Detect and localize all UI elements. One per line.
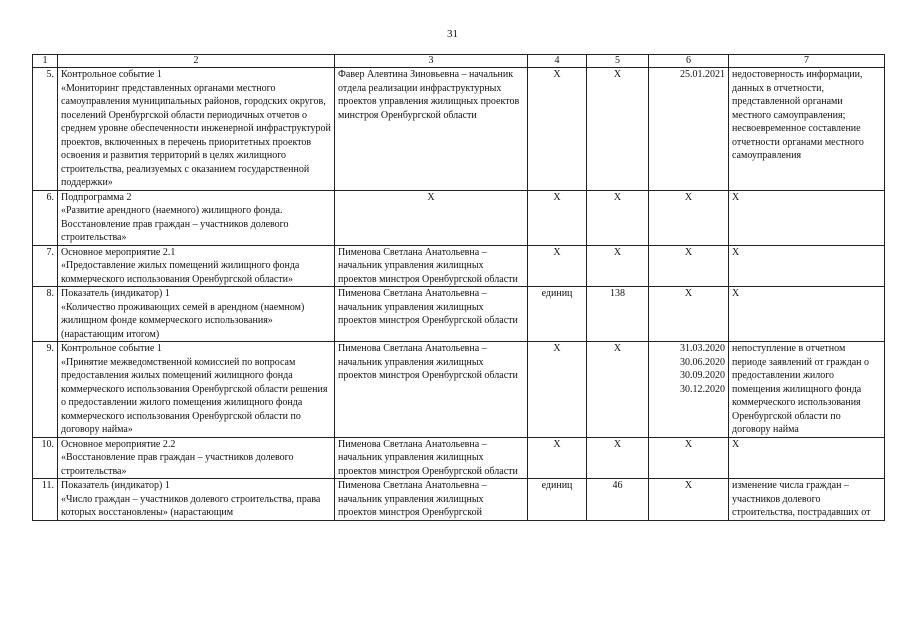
row-dates <box>649 245 729 287</box>
row-unit: единиц <box>528 287 587 342</box>
row-description: «Количество проживающих семей в арендном (наемном) жилищном фонде коммерческого использования» (нарастающим итогом) <box>61 301 305 340</box>
table-row <box>33 479 885 521</box>
row-unit: Х <box>528 342 587 438</box>
row-responsible: Х <box>335 190 528 245</box>
row-risk: Х <box>729 245 885 287</box>
row-dates <box>649 479 729 521</box>
row-risk: Х <box>729 437 885 479</box>
row-responsible: Пименова Светлана Анатольевна – начальник управления жилищных проектов минстроя Оренбургской <box>335 479 528 521</box>
row-risk: Х <box>729 190 885 245</box>
row-description: «Развитие арендного (наемного) жилищного фонда. Восстановление прав граждан – участников долевого строительства» <box>61 205 289 243</box>
row-value: Х <box>587 245 649 287</box>
row-date: Х <box>684 191 693 203</box>
row-unit: единиц <box>528 479 587 521</box>
row-risk: изменение числа граждан – участников долевого строительства, пострадавших от <box>729 479 885 521</box>
row-title: Основное мероприятие 2.1 <box>61 246 176 258</box>
column-header-3: 3 <box>335 55 528 68</box>
row-title: Контрольное событие 1 <box>61 343 162 354</box>
row-description: «Принятие межведомственной комиссией по вопросам предоставления жилых помещений жилищного фонда коммерческого использования Оренбургской области решения о предоставлении жилого помещения жилищного фонда коммерческого использования Оренбургской области по договору найма» <box>61 356 328 435</box>
row-description-cell <box>58 68 335 191</box>
row-number: 8. <box>33 287 58 342</box>
row-date: Х <box>684 480 693 491</box>
row-title: Основное мероприятие 2.2 <box>61 438 176 450</box>
row-value: 138 <box>587 287 649 342</box>
column-header-4: 4 <box>528 55 587 68</box>
column-header-2: 2 <box>58 55 335 68</box>
row-value: Х <box>587 342 649 438</box>
implementation-plan-table <box>32 54 885 521</box>
row-dates <box>649 190 729 245</box>
table-row <box>33 190 885 245</box>
row-description-cell <box>58 287 335 342</box>
column-header-7: 7 <box>729 55 885 68</box>
row-title: Показатель (индикатор) 1 <box>61 480 170 491</box>
row-number: 5. <box>33 68 58 191</box>
row-date: Х <box>684 246 693 258</box>
row-number: 9. <box>33 342 58 438</box>
table-header <box>33 55 885 68</box>
row-date: Х <box>684 288 693 299</box>
page-number: 31 <box>447 28 458 40</box>
row-dates <box>649 342 729 438</box>
row-number: 11. <box>33 479 58 521</box>
row-value: Х <box>587 190 649 245</box>
column-header-6: 6 <box>649 55 729 68</box>
row-responsible: Пименова Светлана Анатольевна – начальник управления жилищных проектов минстроя Оренбургской области <box>335 287 528 342</box>
column-numbers-row <box>33 55 885 68</box>
row-description-cell <box>58 342 335 438</box>
row-description: «Мониторинг представленных органами местного самоуправления муниципальных районов, городских округов, поселений Оренбургской области периодичных отчетов о среднем уровне обеспеченности инженерной инфраструктурой проектов, включенных в перечень приоритетных проектов освоения и развития территорий в целях жилищного строительства, реализуемых с оказанием государственной поддержки» <box>61 82 331 188</box>
row-title: Показатель (индикатор) 1 <box>61 288 170 299</box>
table-row <box>33 437 885 479</box>
row-responsible: Пименова Светлана Анатольевна – начальник управления жилищных проектов минстроя Оренбургской области <box>335 245 528 287</box>
table-row <box>33 68 885 191</box>
row-unit: Х <box>528 68 587 191</box>
row-description: «Число граждан – участников долевого строительства, права которых восстановлены» (нарастающим <box>61 493 321 518</box>
row-value: 46 <box>587 479 649 521</box>
table-row <box>33 245 885 287</box>
row-date: 30.12.2020 <box>680 383 725 395</box>
row-responsible: Фавер Алевтина Зиновьевна – начальник отдела реализации инфраструктурных проектов управления жилищных проектов минстроя Оренбургской области <box>335 68 528 191</box>
row-risk: Х <box>729 287 885 342</box>
row-risk: недостоверность информации, данных в отчетности, представленной органами местного самоуправления; несвоевременное составление отчетности органами местного самоуправления <box>729 68 885 191</box>
row-description: «Восстановление прав граждан – участников долевого строительства» <box>61 452 294 477</box>
row-number: 10. <box>33 437 58 479</box>
row-description-cell <box>58 437 335 479</box>
row-date: 25.01.2021 <box>680 69 725 80</box>
row-description-cell <box>58 245 335 287</box>
row-unit: Х <box>528 245 587 287</box>
row-date: 31.03.2020 <box>680 343 725 354</box>
row-number: 7. <box>33 245 58 287</box>
row-date: 30.09.2020 <box>680 370 725 381</box>
row-title: Подпрограмма 2 <box>61 191 132 203</box>
row-date: Х <box>684 438 693 450</box>
column-header-5: 5 <box>587 55 649 68</box>
row-value: Х <box>587 68 649 191</box>
row-risk: непоступление в отчетном периоде заявлений от граждан о предоставлении жилого помещения жилищного фонда коммерческого использования Оренбургской области по договору найма <box>729 342 885 438</box>
row-dates <box>649 437 729 479</box>
row-number: 6. <box>33 190 58 245</box>
table-row <box>33 342 885 438</box>
row-responsible: Пименова Светлана Анатольевна – начальник управления жилищных проектов минстроя Оренбургской области <box>335 342 528 438</box>
row-dates <box>649 68 729 191</box>
row-description-cell <box>58 190 335 245</box>
table-row <box>33 287 885 342</box>
table-body <box>33 68 885 521</box>
row-description: «Предоставление жилых помещений жилищного фонда коммерческого использования Оренбургской области» <box>61 260 300 285</box>
column-header-1: 1 <box>33 55 58 68</box>
row-unit: Х <box>528 437 587 479</box>
row-dates <box>649 287 729 342</box>
row-date: 30.06.2020 <box>680 356 725 368</box>
row-description-cell <box>58 479 335 521</box>
row-unit: Х <box>528 190 587 245</box>
row-title: Контрольное событие 1 <box>61 69 162 80</box>
row-value: Х <box>587 437 649 479</box>
row-responsible: Пименова Светлана Анатольевна – начальник управления жилищных проектов минстроя Оренбургской области <box>335 437 528 479</box>
